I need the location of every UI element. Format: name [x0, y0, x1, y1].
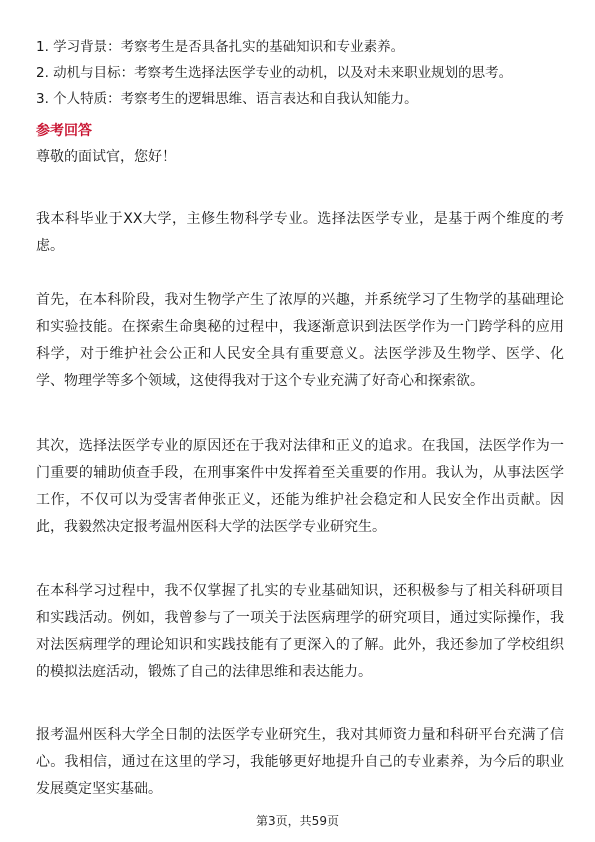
- paragraph-second-reason: 其次，选择法医学专业的原因还在于我对法律和正义的追求。在我国，法医学作为一门重要的辅助侦查手段，在刑事案件中发挥着至关重要的作用。我认为，从事法医学工作，不仅可以为受害者伸张正义，还能为维护社会稳定和人民安全作出贡献。因此，我毅然决定报考温州医科大学的法医学专业研究生。: [36, 438, 564, 535]
- criteria-item-learning-background: 1. 学习背景：考察考生是否具备扎实的基础知识和专业素养。: [36, 39, 405, 55]
- evaluation-criteria-list: [36, 34, 566, 112]
- criteria-item-personal-traits: 3. 个人特质：考察考生的逻辑思维、语言表达和自我认知能力。: [36, 91, 418, 107]
- paragraph-background: 我本科毕业于XX大学，主修生物科学专业。选择法医学专业，是基于两个维度的考虑。: [36, 211, 564, 254]
- criteria-item-motivation-goals: 2. 动机与目标：考察考生选择法医学专业的动机，以及对未来职业规划的思考。: [36, 65, 513, 81]
- paragraph-conclusion: 报考温州医科大学全日制的法医学专业研究生，我对其师资力量和科研平台充满了信心。我相信，通过在这里的学习，我能够更好地提升自己的专业素养，为今后的职业发展奠定坚实基础。: [36, 727, 564, 797]
- page-number-footer: 第3页，共59页: [256, 814, 339, 828]
- paragraph-undergraduate-experience: 在本科学习过程中，我不仅掌握了扎实的专业基础知识，还积极参与了相关科研项目和实践活动。例如，我曾参与了一项关于法医病理学的研究项目，通过实际操作，我对法医病理学的理论知识和实践技能有了更深入的了解。此外，我还参加了学校组织的模拟法庭活动，锻炼了自己的法律思维和表达能力。: [36, 583, 564, 680]
- reference-answer-heading: 参考回答: [36, 123, 92, 139]
- paragraph-first-reason: 首先，在本科阶段，我对生物学产生了浓厚的兴趣，并系统学习了生物学的基础理论和实验技能。在探索生命奥秘的过程中，我逐渐意识到法医学作为一门跨学科的应用科学，对于维护社会公正和人民安全具有重要意义。法医学涉及生物学、医学、化学、物理学等多个领域，这使得我对于这个专业充满了好奇心和探索欲。: [36, 292, 564, 389]
- greeting-line: 尊敬的面试官，您好！: [36, 149, 176, 165]
